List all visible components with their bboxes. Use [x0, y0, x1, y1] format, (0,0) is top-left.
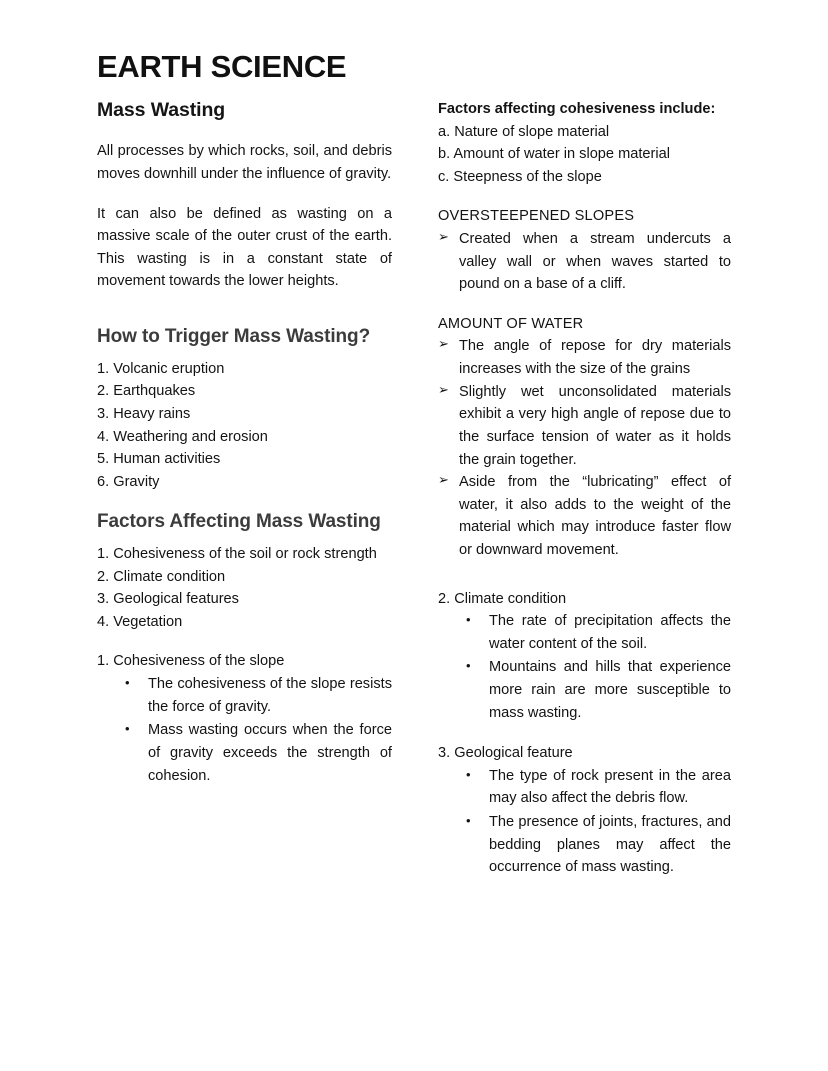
- list-item-text: Mass wasting occurs when the force of gravity exceeds the strength of cohesion.: [148, 722, 392, 784]
- list-climate-condition-bullets: [438, 610, 731, 724]
- list-item: a. Nature of slope material: [438, 123, 610, 140]
- arrow-bullet-icon: ➢: [438, 381, 449, 397]
- heading-how-to-trigger: How to Trigger Mass Wasting?: [97, 326, 371, 347]
- list-item-text: Mountains and hills that experience more rain are more susceptible to mass wasting.: [489, 659, 731, 721]
- list-item: [97, 673, 392, 718]
- heading-amount-of-water: AMOUNT OF WATER: [438, 315, 584, 332]
- list-item: [438, 610, 731, 655]
- page-title: EARTH SCIENCE: [97, 49, 347, 84]
- left-column: [97, 98, 392, 788]
- list-item: 3. Heavy rains: [97, 405, 191, 422]
- list-trigger-causes: [97, 358, 392, 494]
- list-item: b. Amount of water in slope material: [438, 146, 670, 163]
- bullet-dot-icon: •: [125, 721, 130, 737]
- label-geological-feature: 3. Geological feature: [438, 745, 573, 762]
- list-item: 1. Volcanic eruption: [97, 360, 225, 377]
- right-column: [438, 98, 731, 880]
- heading-oversteepened-slopes: OVERSTEEPENED SLOPES: [438, 208, 635, 225]
- list-item: [97, 719, 392, 787]
- list-item: [438, 811, 731, 879]
- bullet-dot-icon: •: [466, 766, 471, 782]
- list-factors-affecting: [97, 543, 392, 633]
- list-item-text: The presence of joints, fractures, and bedding planes may affect the occurrence of mass wasting.: [489, 814, 731, 876]
- list-item: 1. Cohesiveness of the soil or rock strength: [97, 546, 377, 563]
- heading-mass-wasting: Mass Wasting: [97, 99, 226, 121]
- list-item: 6. Gravity: [97, 473, 160, 490]
- paragraph-mass-wasting-definition: All processes by which rocks, soil, and debris moves downhill under the influence of gravity.: [97, 143, 392, 182]
- list-item: 4. Vegetation: [97, 613, 183, 630]
- arrow-bullet-icon: ➢: [438, 229, 449, 245]
- list-item-text: The type of rock present in the area may also affect the debris flow.: [489, 767, 731, 807]
- list-oversteepened-slopes: [438, 228, 731, 296]
- list-item: [438, 335, 731, 380]
- list-item-text: Created when a stream undercuts a valley wall or when waves started to pound on a base of a cliff.: [459, 231, 731, 293]
- list-item: [438, 471, 731, 561]
- label-climate-condition: 2. Climate condition: [438, 590, 567, 607]
- list-item-text: The rate of precipitation affects the water content of the soil.: [489, 613, 731, 652]
- list-item: [438, 656, 731, 724]
- list-item: 2. Earthquakes: [97, 383, 196, 400]
- list-item: 5. Human activities: [97, 451, 221, 468]
- list-item: 3. Geological features: [97, 591, 239, 608]
- list-item-text: Aside from the “lubricating” effect of water, it also adds to the weight of the material which may introduce faster flow or downward movement.: [459, 474, 731, 558]
- list-geological-feature-bullets: [438, 765, 731, 879]
- heading-factors-affecting: Factors Affecting Mass Wasting: [97, 511, 381, 533]
- list-amount-of-water: [438, 335, 731, 561]
- arrow-bullet-icon: ➢: [438, 472, 449, 488]
- list-item: c. Steepness of the slope: [438, 168, 602, 185]
- bullet-dot-icon: •: [125, 675, 130, 691]
- list-cohesiveness-factors: [438, 121, 731, 189]
- list-item: [438, 228, 731, 296]
- list-cohesiveness-bullets: [97, 673, 392, 787]
- bullet-dot-icon: •: [466, 658, 471, 674]
- bullet-dot-icon: •: [466, 612, 471, 628]
- list-item: [438, 765, 731, 810]
- heading-cohesiveness-factors: Factors affecting cohesiveness include:: [438, 101, 716, 117]
- arrow-bullet-icon: ➢: [438, 336, 449, 352]
- list-item: 2. Climate condition: [97, 568, 226, 585]
- list-item-text: The angle of repose for dry materials increases with the size of the grains: [459, 338, 731, 378]
- list-item: 4. Weathering and erosion: [97, 428, 268, 445]
- bullet-dot-icon: •: [466, 813, 471, 829]
- list-item-text: The cohesiveness of the slope resists the force of gravity.: [148, 676, 392, 715]
- list-item-text: Slightly wet unconsolidated materials exhibit a very high angle of repose due to the surface tension of water as it holds the grain together.: [459, 383, 731, 468]
- paragraph-mass-wasting-expanded: It can also be defined as wasting on a massive scale of the outer crust of the earth. This wasting is in a constant state of movement towards the lower heights.: [97, 205, 392, 290]
- list-item: [438, 381, 731, 471]
- label-cohesiveness-of-slope: 1. Cohesiveness of the slope: [97, 653, 285, 670]
